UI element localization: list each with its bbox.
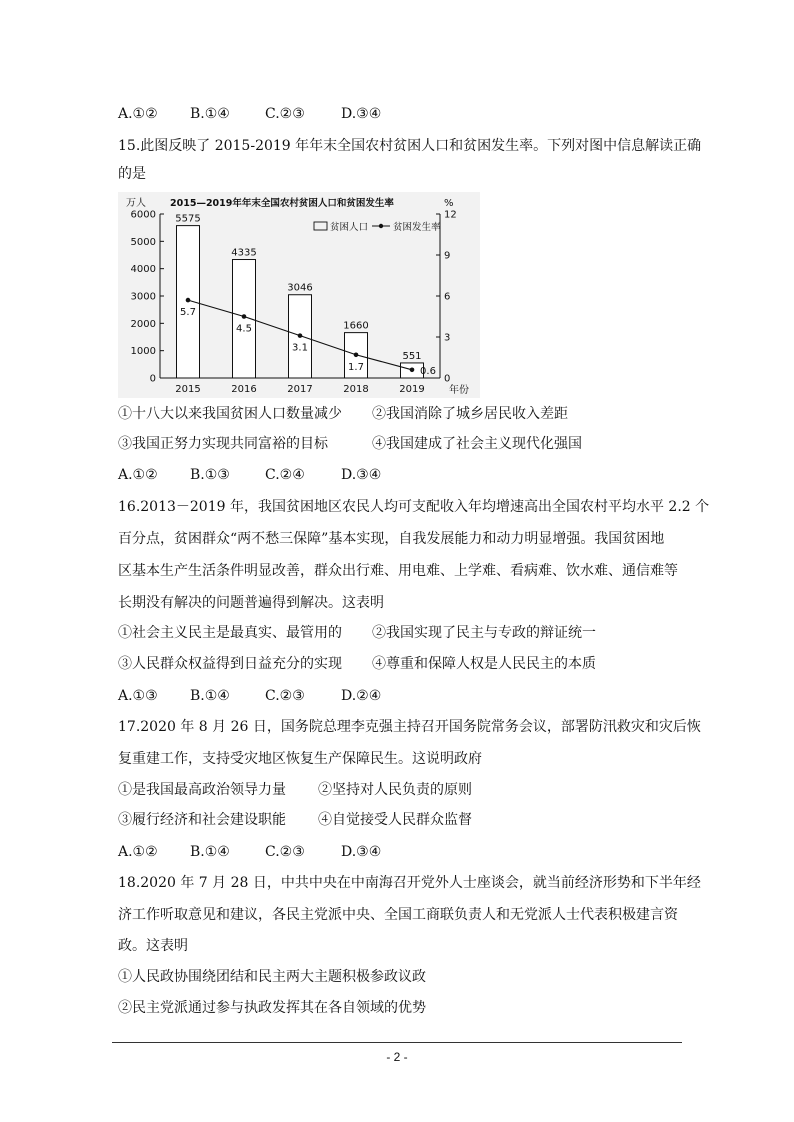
q17-stem-line-1: 17.2020 年 8 月 26 日，国务院总理李克强主持召开国务院常务会议，部署防汛救灾和灾后恢	[118, 719, 701, 735]
q16-option-a: A.①③	[118, 688, 158, 704]
q14-option-d: D.③④	[341, 106, 382, 122]
rate-point	[242, 314, 247, 319]
footer-rule	[112, 1042, 682, 1043]
rate-value-label: 0.6	[420, 365, 436, 377]
q16-stem-line-4: 长期没有解决的问题普遍得到解决。这表明	[118, 595, 384, 611]
q18-statement-2: ②民主党派通过参与执政发挥其在各自领域的优势	[118, 1000, 426, 1016]
rate-point	[410, 368, 415, 373]
q15-statement-2: ②我国消除了城乡居民收入差距	[372, 406, 568, 422]
rate-value-label: 3.1	[292, 342, 308, 354]
rate-point	[354, 352, 359, 357]
y2-tick-label: 12	[444, 209, 457, 221]
rate-value-label: 4.5	[236, 323, 252, 335]
q15-option-a: A.①②	[118, 467, 158, 483]
bar-value-label: 4335	[231, 247, 257, 259]
bar-value-label: 5575	[175, 213, 201, 225]
q14-option-a: A.①②	[118, 106, 158, 122]
q17-option-a: A.①②	[118, 844, 158, 860]
q17-statement-3: ③履行经济和社会建设职能	[118, 812, 286, 828]
chart-xlabel: 年份	[449, 385, 469, 396]
y-tick-label: 4000	[130, 264, 156, 276]
legend-line-marker	[379, 224, 383, 228]
rate-value-label: 5.7	[180, 307, 196, 319]
x-tick-label: 2019	[399, 384, 425, 395]
page-number: - 2 -	[386, 1050, 408, 1064]
q15-option-d: D.③④	[341, 467, 382, 483]
q15-option-b: B.①③	[190, 467, 230, 483]
q15-statement-4: ④我国建成了社会主义现代化强国	[372, 436, 582, 452]
q17-stem-line-2: 复重建工作，支持受灾地区恢复生产保障民生。这说明政府	[118, 751, 482, 767]
q16-option-c: C.②③	[265, 688, 305, 704]
q18-stem-line-1: 18.2020 年 7 月 28 日，中共中央在中南海召开党外人士座谈会，就当前经济形势和下半年经	[118, 875, 701, 891]
legend-bar-label: 贫困人口	[330, 222, 369, 233]
x-tick-label: 2016	[231, 384, 257, 395]
chart-title: 2015—2019年年末全国农村贫困人口和贫困发生率	[170, 198, 394, 209]
y-tick-label: 2000	[130, 318, 156, 330]
y-tick-label: 0	[149, 373, 156, 385]
q15-stem-line-1: 15.此图反映了 2015-2019 年年末全国农村贫困人口和贫困发生率。下列对图中信息解读正确	[118, 138, 702, 154]
y2-tick-label: 0	[444, 373, 451, 385]
q17-statement-4: ④自觉接受人民群众监督	[318, 812, 472, 828]
bar-value-label: 3046	[287, 282, 313, 294]
q15-statement-3: ③我国正努力实现共同富裕的目标	[118, 436, 328, 452]
chart-ylabel: 万人	[126, 198, 146, 209]
q16-statement-1: ①社会主义民主是最真实、最管用的	[118, 625, 342, 641]
rate-value-label: 1.7	[348, 361, 364, 373]
q14-option-c: C.②③	[265, 106, 305, 122]
bar-value-label: 551	[402, 350, 422, 362]
y-tick-label: 3000	[130, 291, 156, 303]
q17-option-b: B.①④	[190, 844, 230, 860]
poverty-chart	[118, 192, 480, 398]
chart-y2label: %	[444, 198, 454, 209]
q18-stem-line-2: 济工作听取意见和建议，各民主党派中央、全国工商联负责人和无党派人士代表积极建言资	[118, 907, 678, 923]
q17-option-d: D.③④	[341, 844, 382, 860]
q16-stem-line-3: 区基本生产生活条件明显改善，群众出行难、用电难、上学难、看病难、饮水难、通信难等	[118, 563, 678, 579]
q17-option-c: C.②③	[265, 844, 305, 860]
y-tick-label: 6000	[130, 209, 156, 221]
y-tick-label: 1000	[130, 346, 156, 358]
q16-statement-2: ②我国实现了民主与专政的辩证统一	[372, 625, 596, 641]
rate-point	[186, 298, 191, 303]
rate-point	[298, 333, 303, 338]
q14-option-b: B.①④	[190, 106, 230, 122]
q17-statement-2: ②坚持对人民负责的原则	[318, 782, 472, 798]
x-tick-label: 2017	[287, 384, 313, 395]
q17-statement-1: ①是我国最高政治领导力量	[118, 782, 286, 798]
q15-statement-1: ①十八大以来我国贫困人口数量减少	[118, 406, 342, 422]
q18-statement-1: ①人民政协围绕团结和民主两大主题积极参政议政	[118, 969, 426, 985]
x-tick-label: 2015	[175, 384, 201, 395]
q16-stem-line-1: 16.2013－2019 年，我国贫困地区农民人均可支配收入年均增速高出全国农村平均水平 2.2 个	[118, 499, 710, 515]
legend-line-label: 贫困发生率	[393, 222, 441, 233]
q16-statement-4: ④尊重和保障人权是人民民主的本质	[372, 656, 596, 672]
q16-statement-3: ③人民群众权益得到日益充分的实现	[118, 656, 342, 672]
q16-option-b: B.①④	[190, 688, 230, 704]
q16-option-d: D.②④	[341, 688, 382, 704]
q16-stem-line-2: 百分点，贫困群众“两不愁三保障”基本实现，自我发展能力和动力明显增强。我国贫困地	[118, 531, 665, 547]
q18-stem-line-3: 政。这表明	[118, 938, 188, 954]
q15-stem-line-2: 的是	[118, 166, 146, 182]
q15-option-c: C.②④	[265, 467, 305, 483]
y2-tick-label: 9	[444, 250, 451, 262]
y2-tick-label: 3	[444, 332, 451, 344]
bar-value-label: 1660	[343, 320, 369, 332]
y2-tick-label: 6	[444, 291, 451, 303]
x-tick-label: 2018	[343, 384, 369, 395]
y-tick-label: 5000	[130, 236, 156, 248]
